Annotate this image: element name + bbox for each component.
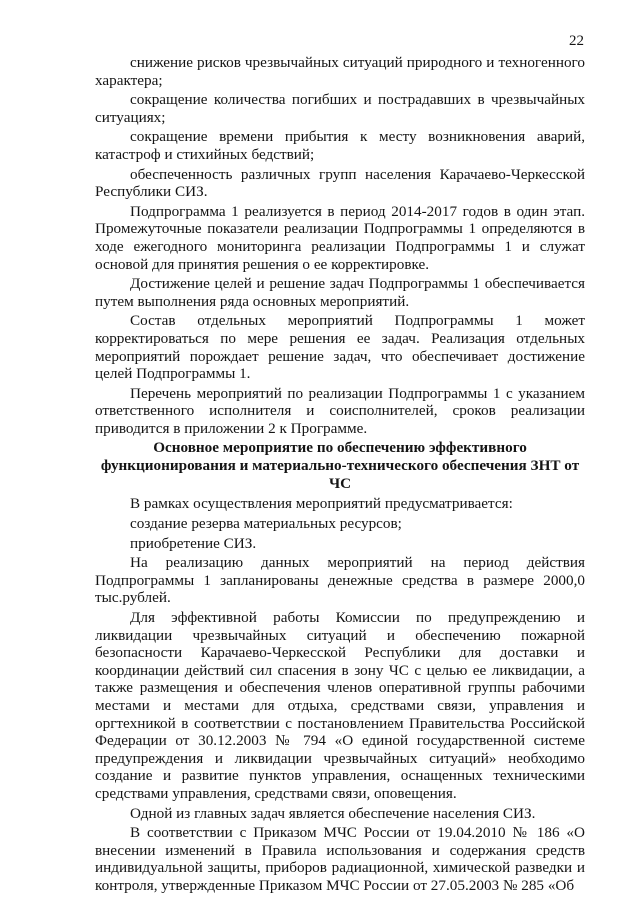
paragraph: создание резерва материальных ресурсов;: [130, 515, 402, 533]
paragraph: приобретение СИЗ.: [130, 534, 257, 552]
paragraph: обеспеченность различных групп населения Карачаево-Черкесской Республики СИЗ.: [95, 165, 585, 201]
paragraph: В соответствии с Приказом МЧС России от 19.04.2010 № 186 «О внесении изменений в Правила использования и содержания средств индивидуальной защиты, приборов радиационной, химической разведки и контроля, утвержденные Приказом МЧС России от 27.05.2003 № 285 «Об: [95, 824, 585, 894]
paragraph: Для эффективной работы Комиссии по предупреждению и ликвидации чрезвычайных ситуаций и обеспечению пожарной безопасности Карачаево-Черкесской Республики для доставки и координации действий сил спасения в зону ЧС с целью ее ликвидации, а также размещения и обеспечения членов оперативной группы рабочими местами и местами для отдыха, средствами связи, управления и оргтехникой в соответствии с постановлением Правительства Российской Федерации от 30.12.2003 № 794 «О единой государственной системе предупреждения и ликвидации чрезвычайных ситуаций» необходимо создание и развитие пунктов управления, оснащенных техническими средствами управления, средствами связи, оповещения.: [95, 609, 585, 802]
paragraph: сокращение времени прибытия к месту возникновения аварий, катастроф и стихийных бедствий;: [95, 128, 585, 163]
paragraph: сокращение количества погибших и пострадавших в чрезвычайных ситуациях;: [95, 91, 585, 126]
document-body: [95, 54, 585, 897]
paragraph: Достижение целей и решение задач Подпрограммы 1 обеспечивается путем выполнения ряда основных мероприятий.: [95, 275, 585, 310]
paragraph: В рамках осуществления мероприятий предусматривается:: [130, 495, 513, 513]
paragraph: Одной из главных задач является обеспечение населения СИЗ.: [130, 804, 536, 822]
paragraph: Состав отдельных мероприятий Подпрограммы 1 может корректироваться по мере решения ее задач. Реализация отдельных мероприятий порождает решение задач, что обеспечивает достижение целей Подпрограммы 1.: [95, 312, 585, 383]
paragraph: снижение рисков чрезвычайных ситуаций природного и техногенного характера;: [95, 54, 585, 89]
section-heading: Основное мероприятие по обеспечению эффективного функционирования и материально-технического обеспечения ЗНТ от ЧС: [100, 439, 580, 493]
paragraph: Перечень мероприятий по реализации Подпрограммы 1 с указанием ответственного исполнителя и соисполнителей, сроков реализации приводится в приложении 2 к Программе.: [95, 384, 585, 437]
paragraph: На реализацию данных мероприятий на период действия Подпрограммы 1 запланированы денежные средства в размере 2000,0 тыс.рублей.: [95, 554, 585, 607]
page-number: 22: [569, 33, 584, 49]
paragraph: Подпрограмма 1 реализуется в период 2014-2017 годов в один этап. Промежуточные показатели реализации Подпрограммы 1 определяются в ходе ежегодного мониторинга реализации Подпрограммы 1 и служат основой для принятия решения о ее корректировке.: [95, 202, 585, 273]
